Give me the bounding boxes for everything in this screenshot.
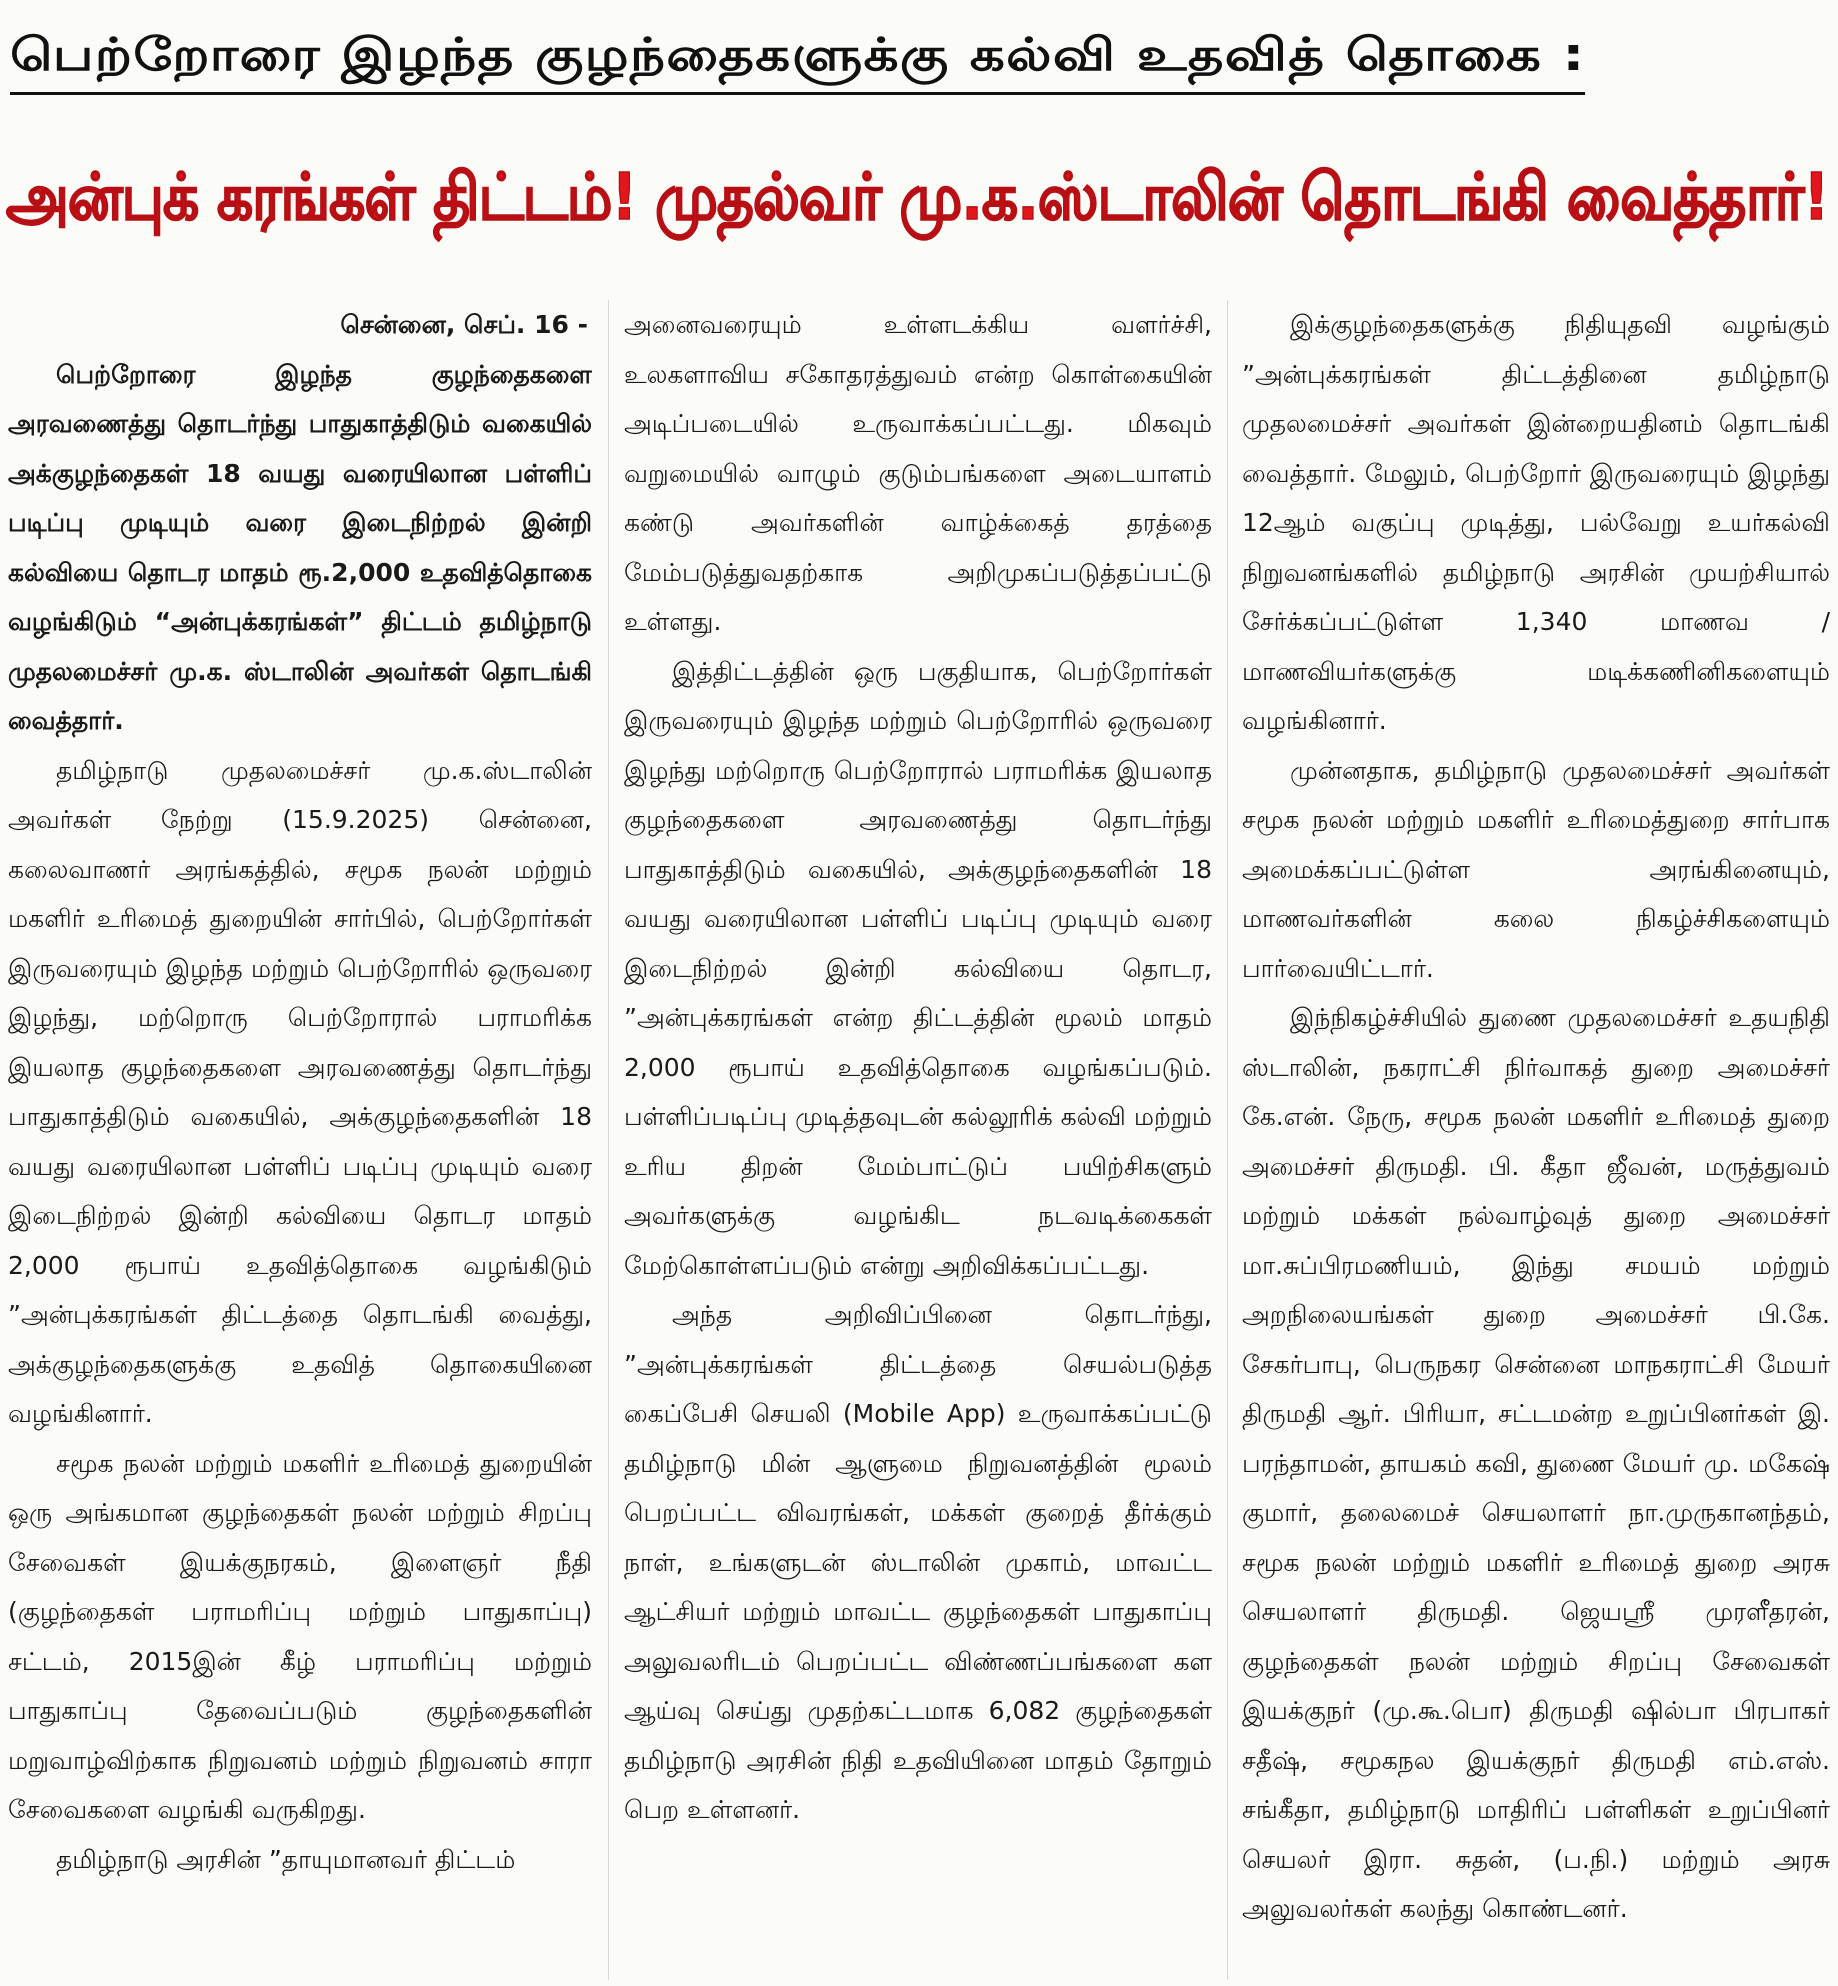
article-body [0,300,1838,1986]
body-paragraph: இந்நிகழ்ச்சியில் துணை முதலமைச்சர் உதயநிதி ஸ்டாலின், நகராட்சி நிர்வாகத் துறை அமைச்சர் கே.என். நேரு, சமூக நலன் மகளிர் உரிமைத் துறை அமைச்சர் திருமதி. பி. கீதா ஜீவன், மருத்துவம் மற்றும் மக்கள் நல்வாழ்வுத் துறை அமைச்சர் மா.சுப்பிரமணியம், இந்து சமயம் மற்றும் அறநிலையங்கள் துறை அமைச்சர் பி.கே. சேகர்பாபு, பெருநகர சென்னை மாநகராட்சி மேயர் திருமதி ஆர். பிரியா, சட்டமன்ற உறுப்பினர்கள் இ. பரந்தாமன், தாயகம் கவி, துணை மேயர் மு. மகேஷ் குமார், தலைமைச் செயலாளர் நா.முருகானந்தம், சமூக நலன் மற்றும் மகளிர் உரிமைத் துறை அரசு செயலாளர் திருமதி. ஜெயஸ்ரீ முரளீதரன், குழந்தைகள் நலன் மற்றும் சிறப்பு சேவைகள் இயக்குநர் (மு.கூ.பொ) திருமதி ஷில்பா பிரபாகர் சதீஷ், சமூகநல இயக்குநர் திருமதி எம்.எஸ். சங்கீதா, தமிழ்நாடு மாதிரிப் பள்ளிகள் உறுப்பினர் செயலர் இரா. சுதன், (ப.நி.) மற்றும் அரசு அலுவலர்கள் கலந்து கொண்டனர். [1242,1003,1830,1923]
main-headline: அன்புக் கரங்கள் திட்டம்! முதல்வர் மு.க.ஸ்டாலின் தொடங்கி வைத்தார்! [6,161,1829,235]
body-paragraph: தமிழ்நாடு முதலமைச்சர் மு.க.ஸ்டாலின் அவர்கள் நேற்று (15.9.2025) சென்னை, கலைவாணர் அரங்கத்தில், சமூக நலன் மற்றும் மகளிர் உரிமைத் துறையின் சார்பில், பெற்றோர்கள் இருவரையும் இழந்த மற்றும் பெற்றோரில் ஒருவரை இழந்து, மற்றொரு பெற்றோரால் பராமரிக்க இயலாத குழந்தைகளை அரவணைத்து தொடர்ந்து பாதுகாத்திடும் வகையில், அக்குழந்தைகளின் 18 வயது வரையிலான பள்ளிப் படிப்பு முடியும் வரை இடைநிற்றல் இன்றி கல்வியை தொடர மாதம் 2,000 ரூபாய் உதவித்தொகை வழங்கிடும் ”அன்புக்கரங்கள் திட்டத்தை தொடங்கி வைத்து, அக்குழந்தைகளுக்கு உதவித் தொகையினை வழங்கினார். [8,755,592,1428]
article-column-2 [624,300,1212,1980]
body-paragraph: முன்னதாக, தமிழ்நாடு முதலமைச்சர் அவர்கள் சமூக நலன் மற்றும் மகளிர் உரிமைத்துறை சார்பாக அமைக்கப்பட்டுள்ள அரங்கினையும், மாணவர்களின் கலை நிகழ்ச்சிகளையும் பார்வையிட்டார். [1242,755,1830,983]
body-paragraph: சமூக நலன் மற்றும் மகளிர் உரிமைத் துறையின் ஒரு அங்கமான குழந்தைகள் நலன் மற்றும் சிறப்பு சேவைகள் இயக்குநரகம், இளைஞர் நீதி (குழந்தைகள் பராமரிப்பு மற்றும் பாதுகாப்பு) சட்டம், 2015இன் கீழ் பராமரிப்பு மற்றும் பாதுகாப்பு தேவைப்படும் குழந்தைகளின் மறுவாழ்விற்காக நிறுவனம் மற்றும் நிறுவனம் சாரா சேவைகளை வழங்கி வருகிறது. [8,1448,592,1824]
article-column-1 [8,300,592,1980]
lead-paragraph: பெற்றோரை இழந்த குழந்தைகளை அரவணைத்து தொடர்ந்து பாதுகாத்திடும் வகையில் அக்குழந்தைகள் 18 வயது வரையிலான பள்ளிப் படிப்பு முடியும் வரை இடைநிற்றல் இன்றி கல்வியை தொடர மாதம் ரூ.2,000 உதவித்தொகை வழங்கிடும் “அன்புக்கரங்கள்” திட்டம் தமிழ்நாடு முதலமைச்சர் மு.க. ஸ்டாலின் அவர்கள் தொடங்கி வைத்தார். [8,359,592,735]
body-paragraph: அந்த அறிவிப்பினை தொடர்ந்து, ”அன்புக்கரங்கள் திட்டத்தை செயல்படுத்த கைப்பேசி செயலி (Mobile App) உருவாக்கப்பட்டு தமிழ்நாடு மின் ஆளுமை நிறுவனத்தின் மூலம் பெறப்பட்ட விவரங்கள், மக்கள் குறைத் தீர்க்கும் நாள், உங்களுடன் ஸ்டாலின் முகாம், மாவட்ட ஆட்சியர் மற்றும் மாவட்ட குழந்தைகள் பாதுகாப்பு அலுவலரிடம் பெறப்பட்ட விண்ணப்பங்களை கள ஆய்வு செய்து முதற்கட்டமாக 6,082 குழந்தைகள் தமிழ்நாடு அரசின் நிதி உதவியினை மாதம் தோறும் பெற உள்ளனர். [624,1300,1212,1824]
body-paragraph: தமிழ்நாடு அரசின் ”தாயுமானவர் திட்டம் [56,1844,516,1874]
body-paragraph: இத்திட்டத்தின் ஒரு பகுதியாக, பெற்றோர்கள் இருவரையும் இழந்த மற்றும் பெற்றோரில் ஒருவரை இழந்து மற்றொரு பெற்றோரால் பராமரிக்க இயலாத குழந்தைகளை அரவணைத்து தொடர்ந்து பாதுகாத்திடும் வகையில், அக்குழந்தைகளின் 18 வயது வரையிலான பள்ளிப் படிப்பு முடியும் வரை இடைநிற்றல் இன்றி கல்வியை தொடர, ”அன்புக்கரங்கள் என்ற திட்டத்தின் மூலம் மாதம் 2,000 ரூபாய் உதவித்தொகை வழங்கப்படும். பள்ளிப்படிப்பு முடித்தவுடன் கல்லூரிக் கல்வி மற்றும் உரிய திறன் மேம்பாட்டுப் பயிற்சிகளும் அவர்களுக்கு வழங்கிட நடவடிக்கைகள் மேற்கொள்ளப்படும் என்று அறிவிக்கப்பட்டது. [624,656,1212,1280]
body-paragraph: இக்குழந்தைகளுக்கு நிதியுதவி வழங்கும் ”அன்புக்கரங்கள் திட்டத்தினை தமிழ்நாடு முதலமைச்சர் அவர்கள் இன்றையதினம் தொடங்கி வைத்தார். மேலும், பெற்றோர் இருவரையும் இழந்து 12ஆம் வகுப்பு முடித்து, பல்வேறு உயர்கல்வி நிறுவனங்களில் தமிழ்நாடு அரசின் முயற்சியால் சேர்க்கப்பட்டுள்ள 1,340 மாணவ / மாணவியர்களுக்கு மடிக்கணினிகளையும் வழங்கினார். [1242,310,1830,735]
article-column-3 [1242,300,1830,1980]
dateline: சென்னை, செப். 16 - [340,310,588,339]
kicker-headline: பெற்றோரை இழந்த குழந்தைகளுக்கு கல்வி உதவித் தொகை : [10,28,1586,81]
kicker-underline [10,92,1585,95]
body-paragraph: அனைவரையும் உள்ளடக்கிய வளர்ச்சி, உலகளாவிய சகோதரத்துவம் என்ற கொள்கையின் அடிப்படையில் உருவாக்கப்பட்டது. மிகவும் வறுமையில் வாழும் குடும்பங்களை அடையாளம் கண்டு அவர்களின் வாழ்க்கைத் தரத்தை மேம்படுத்துவதற்காக அறிமுகப்படுத்தப்பட்டு உள்ளது. [624,310,1212,636]
